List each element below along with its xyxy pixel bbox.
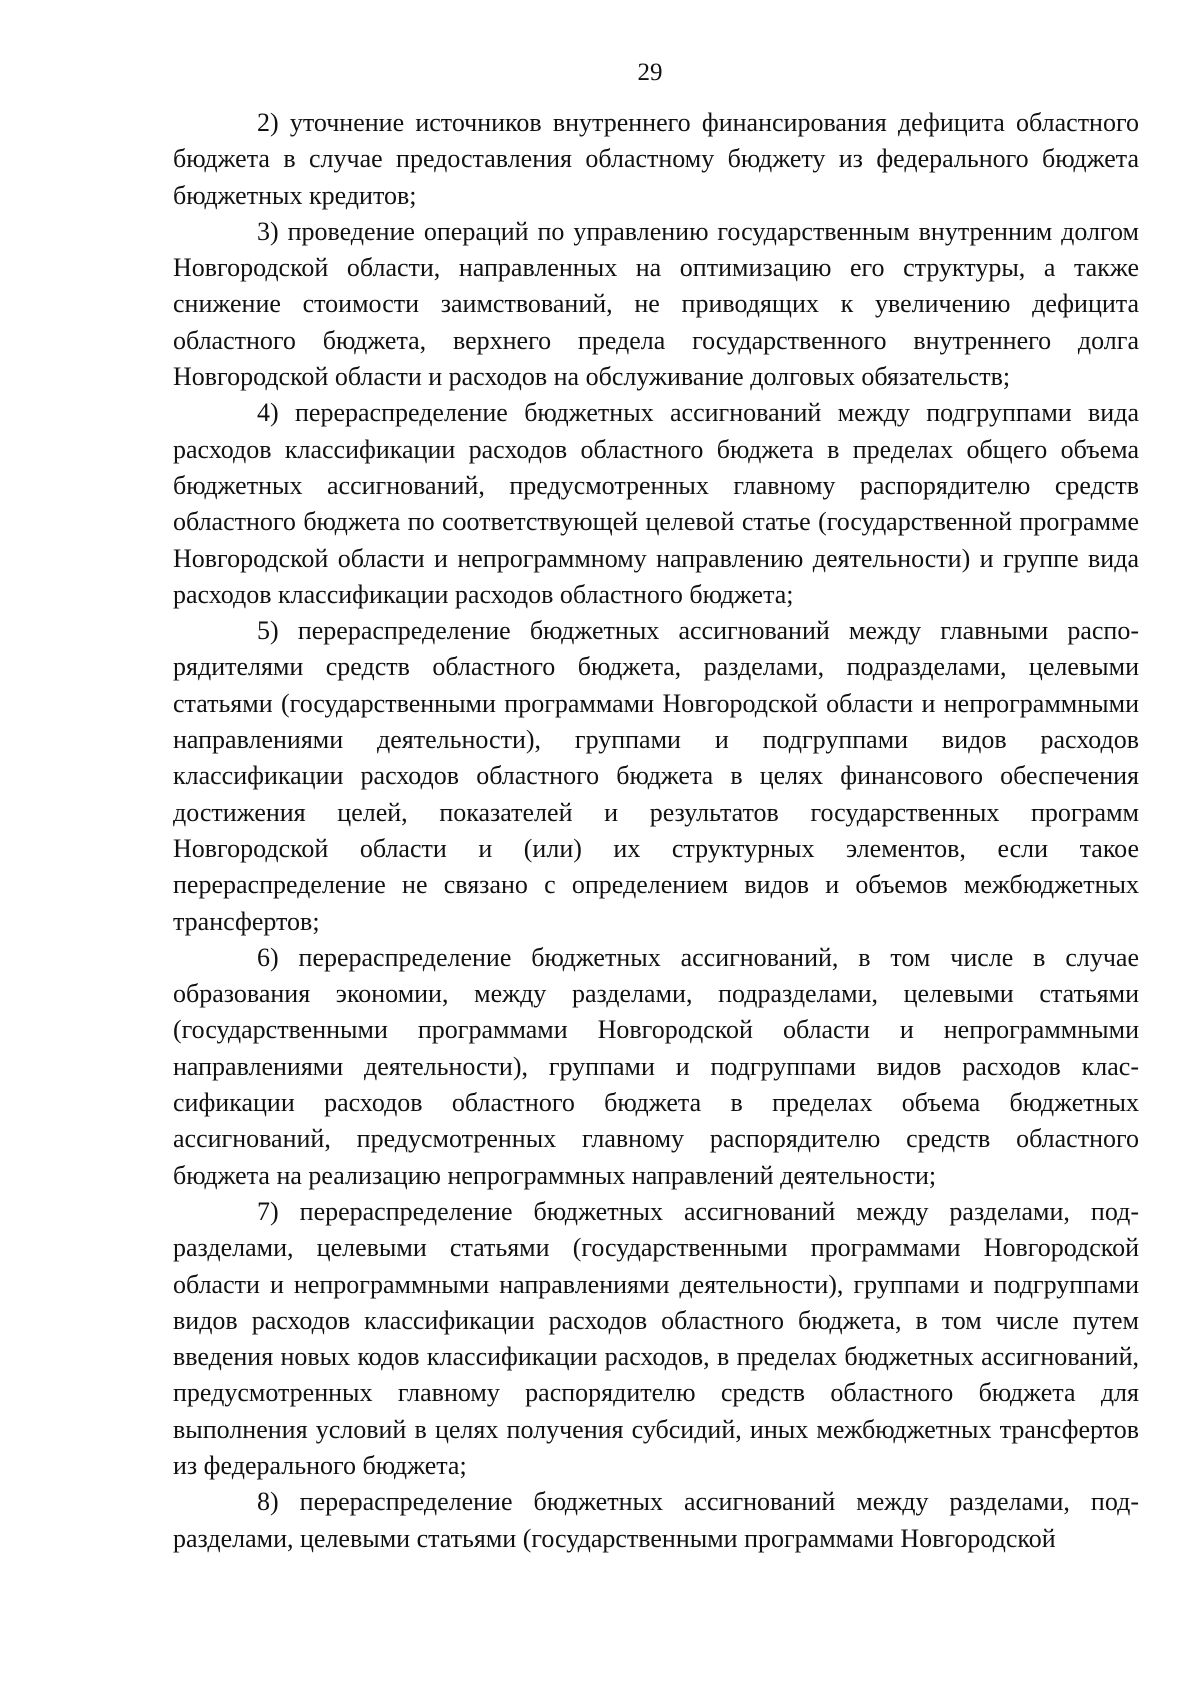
paragraph-item-5: 5) перераспределение бюджетных ассигнований между главными распорядителями средств областного бюджета, разделами, подразделами, целевыми статьями (государственными программами Новгородской области и непрограммными направлениями деятельности), группами и подгруппами видов расходов классификации расходов областного бюджета в целях финансового обеспечения достижения целей, показателей и результатов государственных программ Новгородской области и (или) их структурных элементов, если такое перераспределение не связано с определением видов и объемов межбюджетных трансфертов;: [173, 616, 1139, 936]
paragraph-item-2: 2) уточнение источников внутреннего финансирования дефицита областного бюджета в случае предоставления областному бюджету из федерального бюджета бюджетных кредитов;: [173, 108, 1139, 210]
document-body: [173, 105, 1139, 1557]
paragraph-item-8: 8) перераспределение бюджетных ассигнований между разделами, подразделами, целевыми статьями (государственными программами Новгородской: [173, 1487, 1139, 1553]
page-number: 29: [637, 59, 663, 86]
paragraph-item-4: 4) перераспределение бюджетных ассигнований между подгруппами вида расходов классификации расходов областного бюджета в пределах общего объема бюджетных ассигнований, предусмотренных главному распорядителю средств областного бюджета по соответствующей целевой статье (государственной программе Новгородской области и непрограммному направлению деятельности) и группе вида расходов классификации расходов областного бюджета;: [173, 398, 1139, 609]
paragraph-item-3: 3) проведение операций по управлению государственным внутренним долгом Новгородской области, направленных на оптимизацию его структуры, а также снижение стоимости заимствований, не приводящих к увеличению дефицита областного бюджета, верхнего предела государственного внутреннего долга Новгородской области и расходов на обслуживание долговых обязательств;: [173, 216, 1139, 392]
paragraph-item-7: 7) перераспределение бюджетных ассигнований между разделами, подразделами, целевыми статьями (государственными программами Новгородской области и непрограммными направлениями деятельности), группами и подгруппами видов расходов классификации расходов областного бюджета, в том числе путем введения новых кодов классификации расходов, в пределах бюджетных ассигнований, предусмотренных главному распорядителю средств областного бюджета для выполнения условий в целях получения субсидий, иных межбюджетных трансфертов из федерального бюджета;: [173, 1196, 1139, 1480]
paragraph-item-6: 6) перераспределение бюджетных ассигнований, в том числе в случае образования экономии, между разделами, подразделами, целевыми статьями (государственными программами Новгородской области и непрограммными направлениями деятельности), группами и подгруппами видов расходов классификации расходов областного бюджета в пределах объема бюджетных ассигнований, предусмотренных главному распорядителю средств областного бюджета на реализацию непрограммных направлений деятельности;: [173, 942, 1139, 1190]
